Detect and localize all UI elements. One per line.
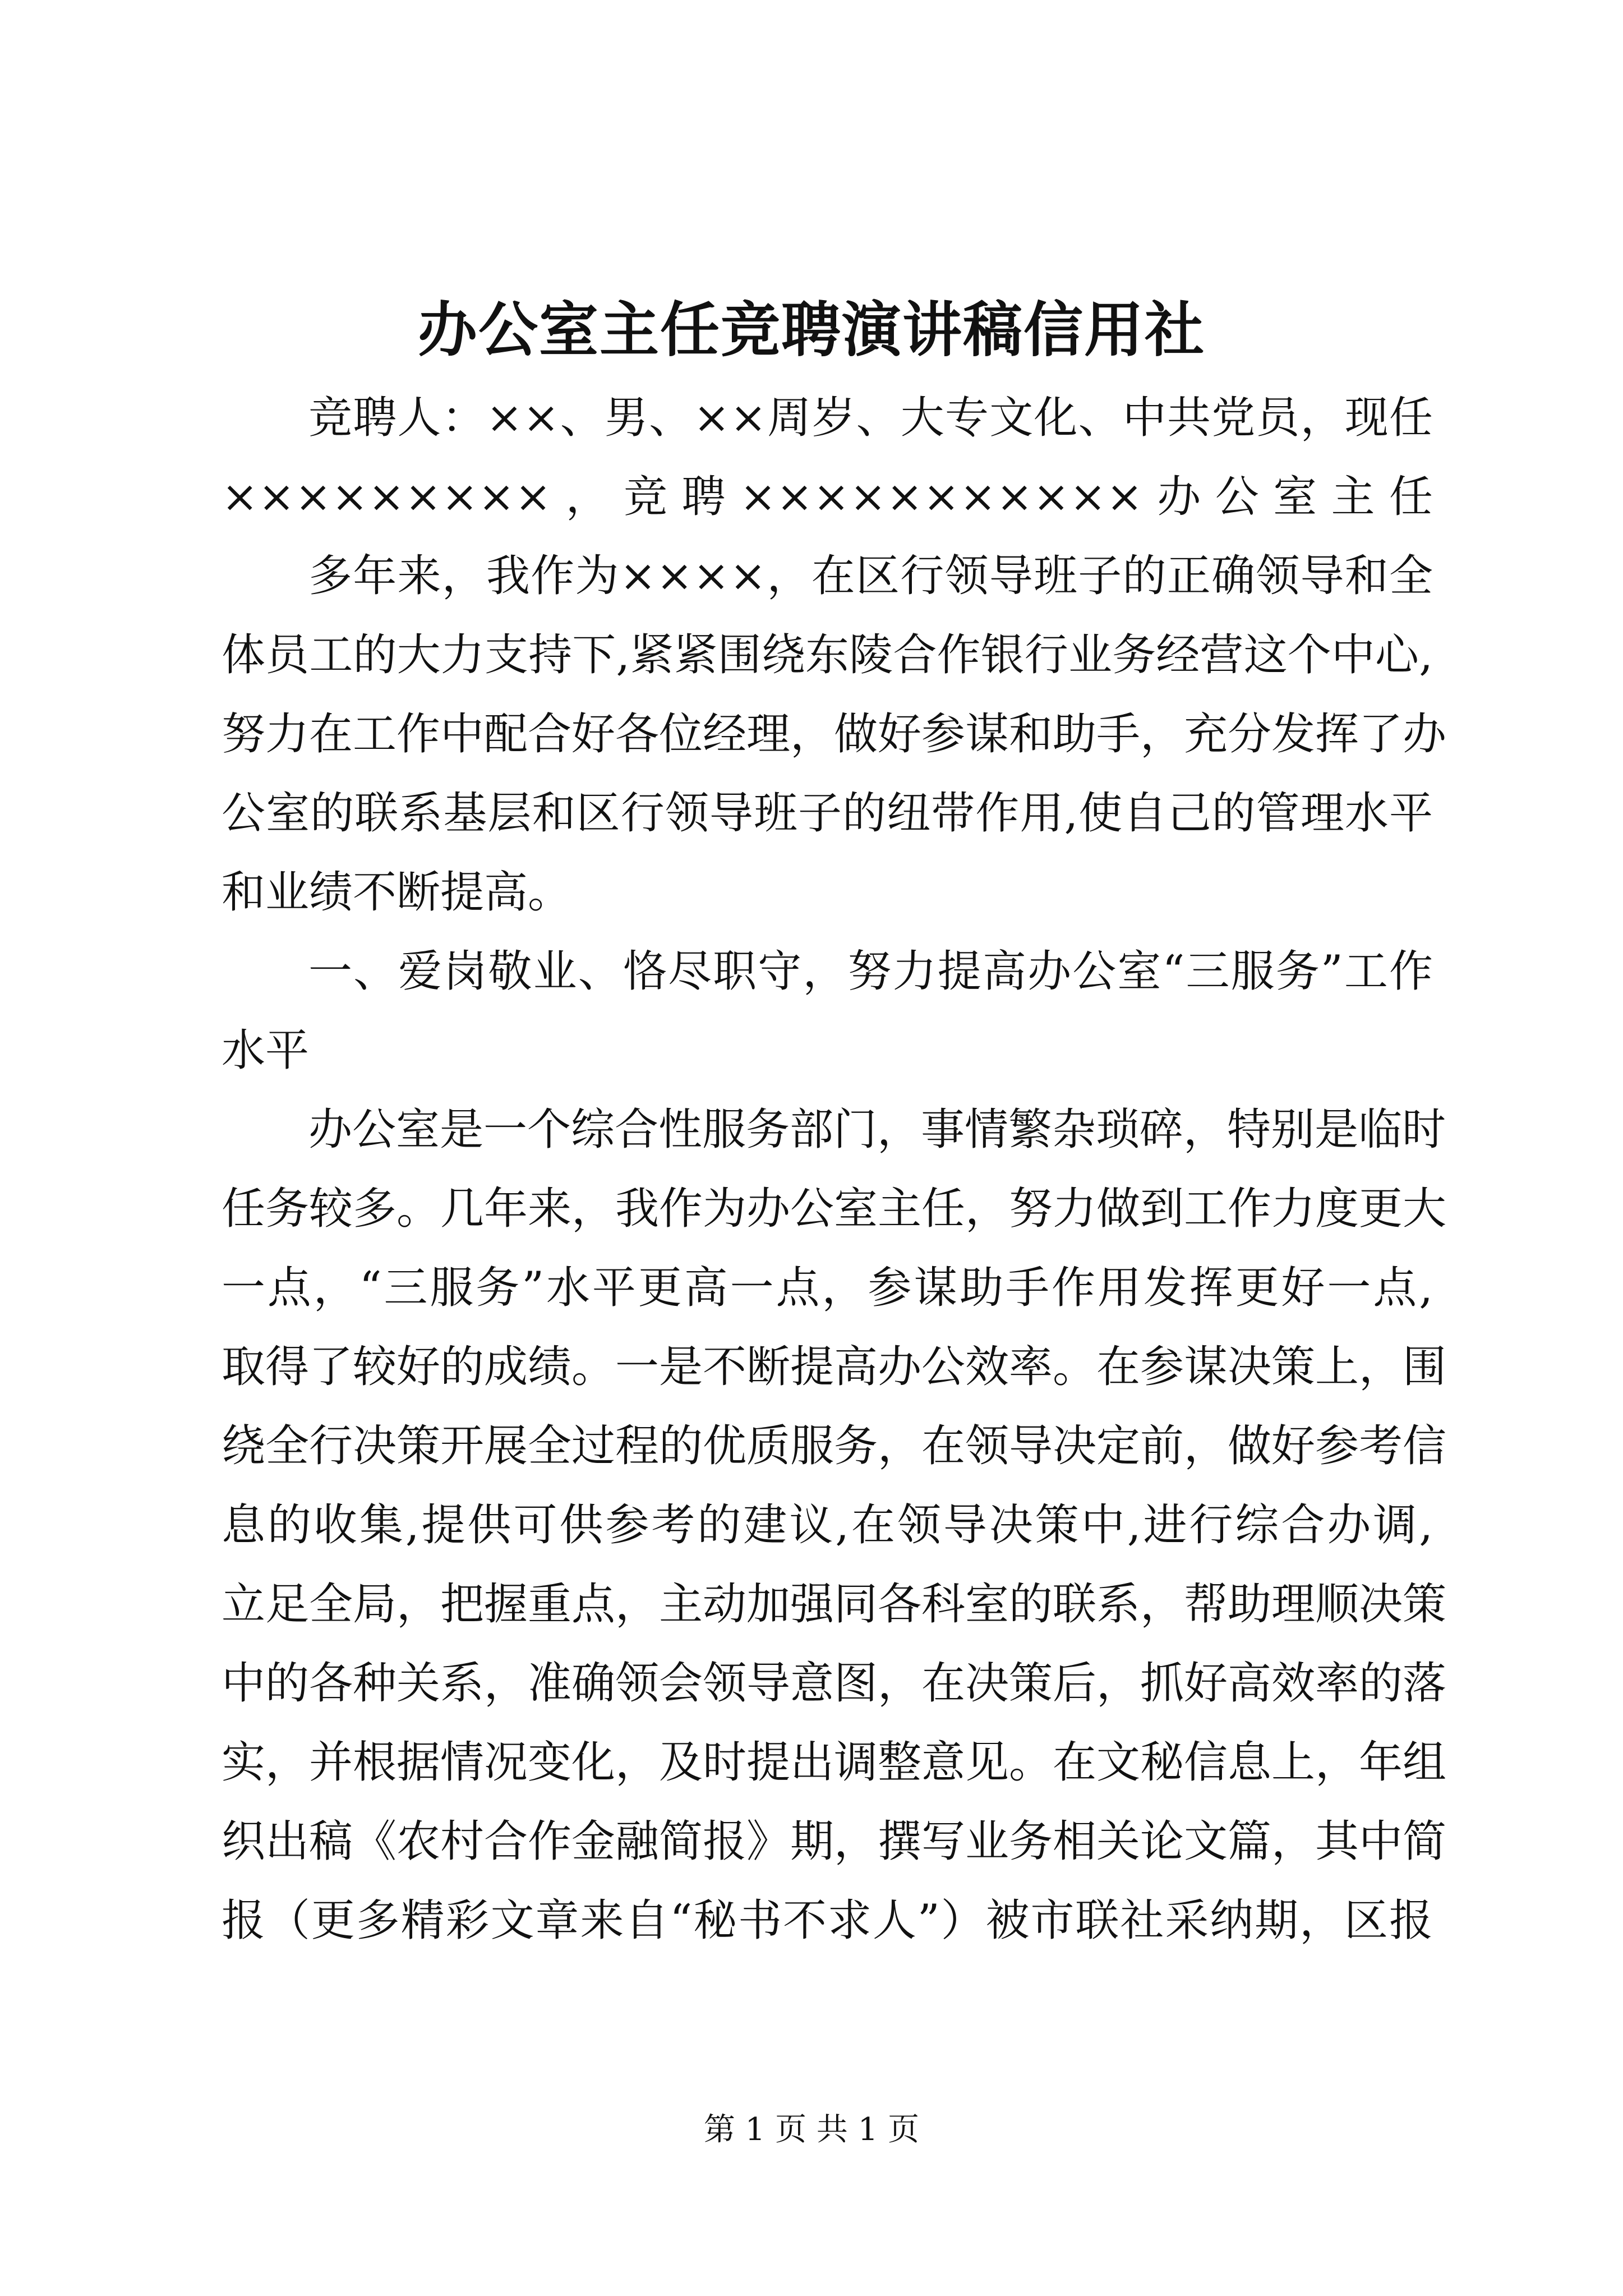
body-line-14: 立足全局，把握重点，主动加强同各科室的联系，帮助理顺决策 bbox=[222, 1579, 1447, 1630]
body-line-17: 织出稿《农村合作金融简报》期，撰写业务相关论文篇，其中简 bbox=[222, 1816, 1447, 1867]
body-line-5: 努力在工作中配合好各位经理，做好参谋和助手，充分发挥了办 bbox=[222, 709, 1447, 760]
body-line-11: 取得了较好的成绩。一是不断提高办公效率。在参谋决策上，围 bbox=[222, 1342, 1447, 1392]
body-line-13: 息的收集,提供可供参考的建议,在领导决策中,进行综合办调, bbox=[222, 1500, 1433, 1550]
body-line-15: 中的各种关系，准确领会领导意图，在决策后，抓好高效率的落 bbox=[222, 1658, 1447, 1709]
body-line-10: 一点，“三服务”水平更高一点，参谋助手作用发挥更好一点, bbox=[222, 1263, 1433, 1313]
body-line-12: 绕全行决策开展全过程的优质服务，在领导决定前，做好参考信 bbox=[222, 1421, 1447, 1471]
body-line-18: 报（更多精彩文章来自“秘书不求人”）被市联社采纳期，区报 bbox=[222, 1895, 1433, 1946]
section-heading-line-1: 一、爱岗敬业、恪尽职守，努力提高办公室“三服务”工作 bbox=[308, 946, 1433, 997]
body-line-4: 体员工的大力支持下,紧紧围绕东陵合作银行业务经营这个中心, bbox=[222, 630, 1433, 680]
document-title: 办公室主任竞聘演讲稿信用社 bbox=[418, 295, 1205, 365]
body-line-2: ×××××××××，竞聘×××××××××××办公室主任 bbox=[222, 472, 1433, 522]
body-line-6: 公室的联系基层和区行领导班子的纽带作用,使自己的管理水平 bbox=[222, 788, 1433, 839]
body-line-16: 实，并根据情况变化，及时提出调整意见。在文秘信息上，年组 bbox=[222, 1737, 1447, 1788]
body-line-1: 竞聘人：××、男、××周岁、大专文化、中共党员，现任 bbox=[308, 393, 1433, 443]
body-line-8: 办公室是一个综合性服务部门，事情繁杂琐碎，特别是临时 bbox=[308, 1105, 1446, 1155]
body-line-7: 和业绩不断提高。 bbox=[222, 867, 572, 918]
body-line-3: 多年来，我作为××××，在区行领导班子的正确领导和全 bbox=[308, 551, 1433, 601]
section-heading-line-2: 水平 bbox=[222, 1025, 310, 1076]
page-footer: 第 1 页 共 1 页 bbox=[703, 2111, 920, 2148]
body-line-9: 任务较多。几年来，我作为办公室主任，努力做到工作力度更大 bbox=[222, 1184, 1447, 1234]
